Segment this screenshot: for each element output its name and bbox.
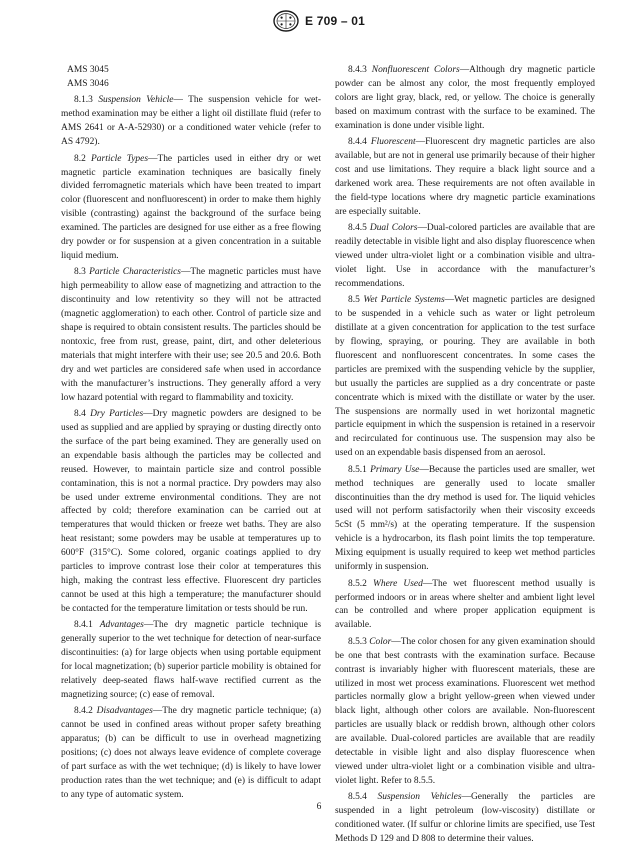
section-number: 8.4.2	[74, 706, 93, 717]
section-number: 8.4.3	[348, 65, 367, 75]
section-paragraph	[335, 464, 595, 575]
section-body: Generally the particles are suspended in a light petroleum (low-viscosity) distillate or conditioned water. (If sulfur or chlorine limits are specified, use Test Methods D 129 and D 808 to determine their values.	[335, 792, 596, 845]
document-id: E 709 – 01	[304, 14, 366, 28]
section-paragraph	[335, 791, 595, 847]
section-body: The dry magnetic particle technique is generally superior to the wet technique for detection of near-surface discontinuities: (a) for large objects when using portable equipment for local magnetization; (b) superior particle mobility is obtained for relatively deep-seated flaws half-wave rectified current as the magnetizing source; (c) ease of removal.	[61, 620, 321, 700]
section-title: Primary Use	[370, 464, 420, 475]
section-number: 8.5.2	[348, 578, 367, 589]
section-number: 8.5.3	[348, 636, 367, 647]
section-separator: —	[391, 636, 401, 647]
section-number: 8.1.3	[74, 95, 93, 106]
astm-logo-icon	[273, 10, 299, 32]
section-separator: —	[444, 295, 455, 306]
section-paragraph	[61, 619, 321, 702]
section-number: 8.5	[348, 295, 360, 306]
section-paragraph	[335, 222, 595, 292]
section-separator: —	[459, 65, 470, 75]
section-separator: —	[461, 792, 471, 803]
section-number: 8.5.4	[348, 792, 367, 803]
section-separator: —	[180, 267, 191, 278]
section-separator: —	[415, 137, 426, 148]
section-body: Fluorescent dry magnetic particles are also available, but are not in general use primarily because of their higher cost and use limitations. They require a black light source and a darkened work area. These requirements are not often available in the field-type locations where dry magnetic particle examinations are especially suitable.	[335, 137, 596, 217]
section-separator: —	[173, 95, 189, 106]
section-body: The particles used in either dry or wet magnetic particle examination techniques are basically finely divided ferromagnetic materials which have been treated to impart color (fluorescent and nonfluorescent) in order to make them highly visible (contrasting) against the background of the surface being examined. The particles are designed for use either as a free flowing dry powder or for suspension at a given concentration in a suitable liquid medium.	[61, 153, 321, 261]
section-body: Dual-colored particles are available that are readily detectable in visible light and also display fluorescence when viewed under ultra-violet light or a combination visible and ultra-violet light. Use in accordance with the manufacturer’s recommendations.	[335, 223, 595, 289]
section-paragraph	[335, 578, 595, 634]
right-column	[335, 64, 595, 847]
left-column	[61, 64, 321, 803]
section-number: 8.3	[74, 267, 86, 278]
section-separator: —	[417, 223, 427, 234]
section-title: Fluorescent	[370, 137, 416, 148]
section-title: Particle Characteristics	[89, 267, 181, 278]
page-number: 6	[316, 802, 322, 812]
section-number: 8.4	[74, 409, 86, 420]
section-body: The dry magnetic particle technique; (a) cannot be used in confined areas without proper safety breathing apparatus; (b) can be difficult to use in overhead magnetizing positions; (c) does not always leave evidence of complete coverage of part surface as with the wet technique; (d) is likely to have lower production rates than the wet technique; and (e) is difficult to adapt to any type of automatic system.	[61, 706, 322, 800]
section-number: 8.2	[74, 153, 86, 164]
section-body: The color chosen for any given examination should be one that best contrasts with the examination surface. Because contrast is invariably higher with fluorescent materials, these are utilized in most wet process examinations. Fluorescent wet method particles normally glow a bright yellow-green when viewed under black light, although other colors are available. Non-fluorescent particles are usually black or reddish brown, although other colors are available. Dual-colored particles are available that are readily detectable in visible light and also display fluorescence when viewed under ultra-violet light or a combination visible and ultra-violet light. Refer to 8.5.5.	[335, 636, 596, 786]
section-paragraph	[61, 705, 321, 802]
section-body: The magnetic particles must have high permeability to allow ease of magnetizing and attraction to the discontinuity and low retentivity so they will not be attracted (magnetic agglomeration) to each other. Control of particle size and shape is required to obtain consistent results. The particles should be nontoxic, free from rust, grease, paint, dirt, and other deleterious materials that might interfere with their use; see 20.5 and 20.6. Both dry and wet particles are considered safe when used in accordance with the manufacturer’s instructions. They generally afford a very low hazard potential with regard to flammability and toxicity.	[61, 267, 321, 403]
section-body: Wet magnetic particles are designed to be suspended in a vehicle such as water or light petroleum distillate at a given concentration for application to the test surface by flowing, spraying, or pouring. They are available in both fluorescent and nonfluorescent concentrates. In some cases the particles are premixed with the suspending vehicle by the supplier, but usually the particles are supplied as a dry concentrate or paste concentrate which is mixed with the distillate or water by the user. The suspensions are normally used in wet horizontal magnetic particle equipment in which the suspension is retained in a reservoir and recirculated for continuous use. The suspension may also be used on an expendable basis dispensed from an aerosol.	[335, 295, 595, 459]
section-paragraph	[61, 94, 321, 150]
section-number: 8.4.5	[348, 223, 367, 234]
section-title: Nonfluorescent Colors	[371, 65, 460, 75]
section-separator: —	[143, 409, 153, 420]
section-number: 8.4.1	[74, 620, 93, 631]
section-paragraph	[61, 266, 321, 405]
section-number: 8.4.4	[348, 137, 367, 148]
section-paragraph	[335, 136, 595, 219]
section-separator: —	[422, 578, 433, 589]
section-paragraph	[335, 64, 595, 134]
section-paragraph	[61, 153, 321, 264]
section-title: Suspension Vehicles	[377, 792, 462, 803]
section-title: Color	[369, 636, 392, 647]
section-title: Dual Colors	[369, 223, 418, 234]
reference-item: AMS 3045	[67, 65, 109, 75]
section-paragraph	[61, 408, 321, 617]
section-title: Advantages	[99, 620, 144, 631]
section-title: Suspension Vehicle	[98, 95, 174, 106]
section-body: The wet fluorescent method usually is performed indoors or in areas where shelter and ambient light level can be controlled and where proper application equipment is available.	[335, 578, 596, 631]
section-title: Wet Particle Systems	[363, 295, 445, 306]
section-body: Because the particles used are smaller, wet method techniques are generally used to locate smaller discontinuities than the dry method is used for. The liquid vehicles used will not perform satisfactorily when their viscosity exceeds 5cSt (5 mm²/s) at the operating temperature. If the suspension vehicle is a hydrocarbon, its flash point limits the top temperature. Mixing equipment is usually required to keep wet method particles uniformly in suspension.	[335, 464, 595, 573]
section-separator: —	[419, 464, 429, 475]
section-title: Disadvantages	[96, 706, 153, 717]
section-title: Particle Types	[91, 153, 149, 164]
section-paragraph	[335, 636, 595, 789]
section-paragraph	[335, 294, 595, 461]
reference-item: AMS 3046	[67, 78, 109, 89]
section-separator: —	[143, 620, 154, 631]
section-body: Dry magnetic powders are designed to be used as supplied and are applied by spraying or dusting directly onto the surface of the part being examined. They are generally used on an expendable basis although the particles may be collected and reused. However, to maintain particle size and control possible contamination, this is not a normal practice. Dry powders may also be used under extreme environmental conditions. They are not affected by cold; therefore examination can be carried out at temperatures that would thicken or freeze wet baths. They are also heat resistant; some powders may be usable at temperatures up to 600°F (315°C). Some colored, organic coatings applied to dry particles to improve contrast lose their color at temperatures this high, making the contrast less effective. Fluorescent dry particles cannot be used at this high a temperature; the manufacturer should be contacted for the temperature limitation or tests should be run.	[61, 409, 322, 614]
section-number: 8.5.1	[348, 464, 367, 475]
page-header	[0, 8, 638, 34]
section-separator: —	[152, 706, 163, 717]
section-body: Although dry magnetic particle powder can be almost any color, the most frequently employed colors are light gray, black, red, or yellow. The choice is generally based on maximum contrast with the surface to be examined. The examination is done under visible light.	[335, 65, 596, 131]
section-separator: —	[148, 153, 158, 164]
section-body: The suspension vehicle for wet-method examination may be either a light oil distillate fluid (refer to AMS 2641 or A-A-52930) or a conditioned water vehicle (refer to AS 4792).	[61, 95, 322, 148]
section-title: Where Used	[373, 578, 423, 589]
section-title: Dry Particles	[90, 409, 144, 420]
